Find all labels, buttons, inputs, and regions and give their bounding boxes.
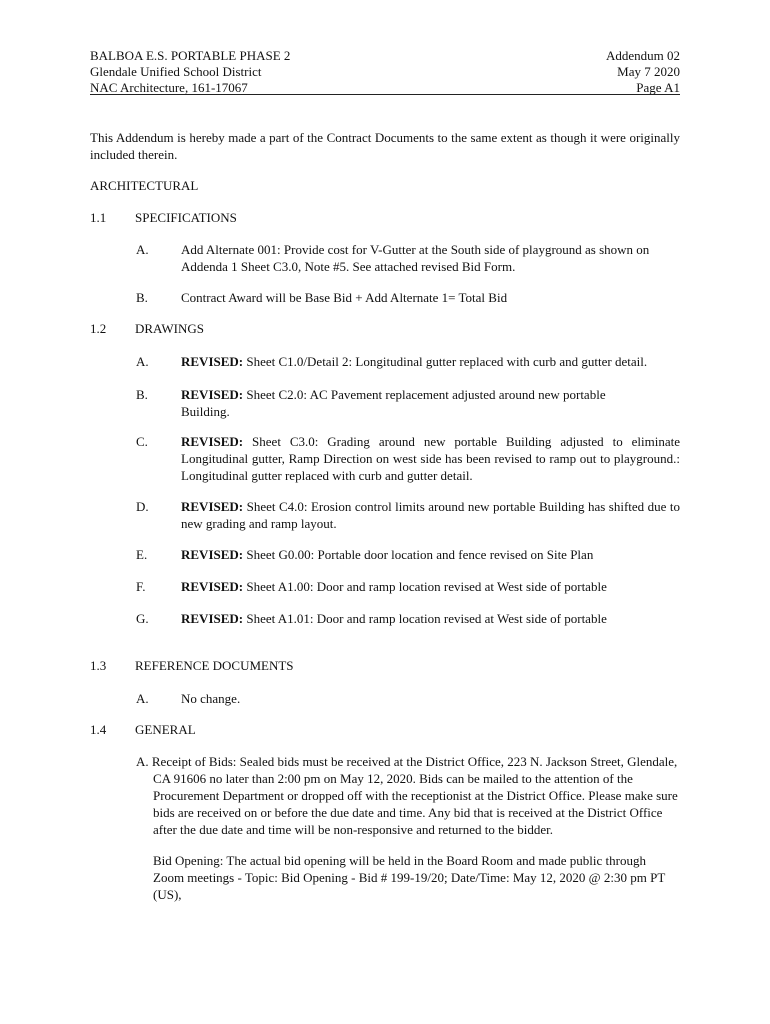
item-letter: G. [136,611,149,626]
revised-label: REVISED: [181,547,244,562]
architect-name: NAC Architecture, 161-17067 [90,80,248,95]
item-text [181,498,680,532]
item-letter: A. [136,354,149,369]
spec-item-b [136,289,680,306]
spec-item-a [136,241,680,275]
item-text [181,386,641,420]
item-text [181,546,680,563]
drawing-item-f [136,578,680,595]
revision-text: Sheet A1.00: Door and ramp location revised at West side of portable [243,579,607,594]
revision-text: Sheet C4.0: Erosion control limits around new portable Building has shifted due to new grading and ramp layout. [181,499,680,531]
receipt-of-bids-paragraph: A. Receipt of Bids: Sealed bids must be received at the District Office, 223 N. Jackson Street, Glendale, CA 91606 no later than 2:00 pm on May 12, 2020. Bids can be mailed to the attention of the Procurement Department or dropped off with the receptionist at the District Office. Please make sure bids are received on or before the due date and time. Any bid that is received at the District Office after the due date and time will be non-responsive and returned to the bidder. [136,754,678,837]
item-text [181,433,680,484]
revised-label: REVISED: [181,499,244,514]
section-architectural: ARCHITECTURAL [90,178,199,193]
district-name: Glendale Unified School District [90,64,262,79]
item-text: Add Alternate 001: Provide cost for V-Gutter at the South side of playground as shown on Addenda 1 Sheet C3.0, Note #5. See attached revised Bid Form. [181,242,650,274]
intro-paragraph: This Addendum is hereby made a part of the Contract Documents to the same extent as though it were originally included therein. [90,130,680,162]
section-number: 1.2 [90,321,107,336]
revised-label: REVISED: [181,579,244,594]
revised-label: REVISED: [181,611,244,626]
item-text: Contract Award will be Base Bid + Add Alternate 1= Total Bid [181,290,508,305]
section-title: REFERENCE DOCUMENTS [135,658,294,673]
item-text [181,610,680,627]
item-letter: E. [136,547,148,562]
addendum-number: Addendum 02 [605,48,680,63]
item-letter: A. [136,691,149,706]
drawing-item-g [136,610,680,627]
page-number: Page A1 [636,80,680,95]
revision-text: Sheet C2.0: AC Pavement replacement adjusted around new portable Building. [181,387,606,419]
revision-text: Sheet C3.0: Grading around new portable Building adjusted to eliminate Longitudinal gutter, Ramp Direction on west side has been revised to ramp out to playground.: Longitudinal gutter replaced with curb and gutter detail. [181,434,680,483]
item-letter: B. [136,290,148,305]
item-letter: B. [136,387,148,402]
bid-opening-paragraph: Bid Opening: The actual bid opening will be held in the Board Room and made public through Zoom meetings - Topic: Bid Opening - Bid # 199-19/20; Date/Time: May 12, 2020 @ 2:30 pm PT (US), [153,853,666,902]
item-letter: D. [136,499,149,514]
revision-text: Sheet A1.01: Door and ramp location revised at West side of portable [243,611,607,626]
section-number: 1.3 [90,658,107,673]
general-content [136,753,680,903]
project-name: BALBOA E.S. PORTABLE PHASE 2 [90,48,291,63]
item-letter: C. [136,434,148,449]
header-divider [90,94,680,95]
reference-item-a [136,690,680,707]
drawing-item-b [136,386,680,420]
section-title: SPECIFICATIONS [135,210,237,225]
item-letter: F. [136,579,146,594]
revised-label: REVISED: [181,387,244,402]
page-header [90,48,680,96]
drawing-item-a [136,353,680,370]
drawing-item-d [136,498,680,532]
section-number: 1.1 [90,210,107,225]
item-letter: A. [136,242,149,257]
section-number: 1.4 [90,722,107,737]
section-title: GENERAL [135,722,196,737]
drawing-item-c [136,433,680,484]
drawing-item-e [136,546,680,563]
revised-label: REVISED: [181,434,244,449]
item-text [181,578,680,595]
revision-text: Sheet C1.0/Detail 2: Longitudinal gutter replaced with curb and gutter detail. [243,354,648,369]
section-title: DRAWINGS [135,321,205,336]
item-text: No change. [181,691,241,706]
addendum-date: May 7 2020 [617,64,680,79]
revision-text: Sheet G0.00: Portable door location and fence revised on Site Plan [243,547,594,562]
revised-label: REVISED: [181,354,244,369]
item-text [181,353,680,370]
